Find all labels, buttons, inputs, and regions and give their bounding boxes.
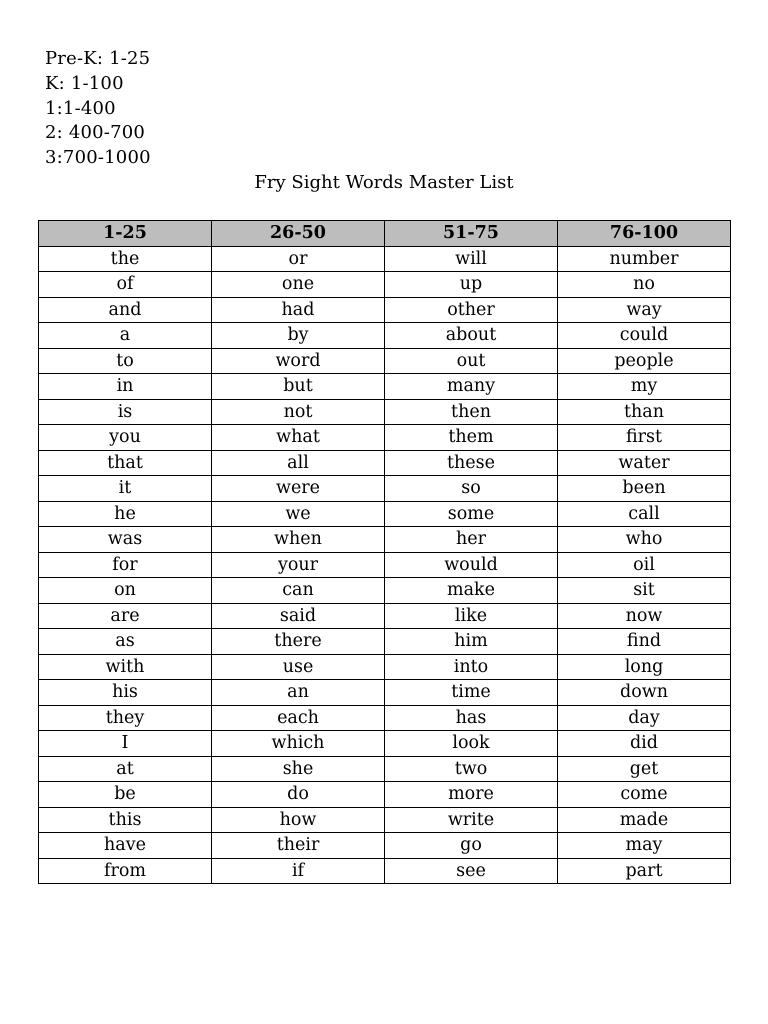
word-cell: my	[558, 374, 731, 400]
table-row	[39, 756, 731, 782]
word-cell: their	[212, 833, 385, 859]
word-cell: and	[39, 297, 212, 323]
word-cell: she	[212, 756, 385, 782]
table-row	[39, 680, 731, 706]
word-cell: word	[212, 348, 385, 374]
word-cell: what	[212, 425, 385, 451]
grade-level-line: 1:1-400	[45, 97, 116, 119]
word-cell: been	[558, 476, 731, 502]
word-cell: make	[385, 578, 558, 604]
table-row	[39, 272, 731, 298]
word-cell: has	[385, 705, 558, 731]
word-cell: call	[558, 501, 731, 527]
table-row	[39, 654, 731, 680]
word-cell: for	[39, 552, 212, 578]
word-cell: are	[39, 603, 212, 629]
word-cell: how	[212, 807, 385, 833]
word-cell: or	[212, 246, 385, 272]
grade-level-line: K: 1-100	[45, 72, 124, 94]
table-row	[39, 323, 731, 349]
word-cell: will	[385, 246, 558, 272]
table-row	[39, 858, 731, 884]
table-row	[39, 348, 731, 374]
word-cell: not	[212, 399, 385, 425]
word-cell: said	[212, 603, 385, 629]
column-header: 51-75	[385, 221, 558, 247]
word-cell: we	[212, 501, 385, 527]
table-row	[39, 833, 731, 859]
word-cell: that	[39, 450, 212, 476]
word-cell: who	[558, 527, 731, 553]
table-row	[39, 374, 731, 400]
word-cell: have	[39, 833, 212, 859]
word-cell: in	[39, 374, 212, 400]
word-cell: her	[385, 527, 558, 553]
column-header: 1-25	[39, 221, 212, 247]
sight-words-table	[38, 220, 731, 884]
grade-level-line: Pre-K: 1-25	[45, 48, 151, 69]
word-cell: there	[212, 629, 385, 655]
word-cell: look	[385, 731, 558, 757]
word-cell: could	[558, 323, 731, 349]
word-cell: the	[39, 246, 212, 272]
word-cell: him	[385, 629, 558, 655]
word-cell: your	[212, 552, 385, 578]
word-cell: other	[385, 297, 558, 323]
column-header: 76-100	[558, 221, 731, 247]
word-cell: oil	[558, 552, 731, 578]
grade-level-line: 3:700-1000	[45, 147, 151, 169]
word-cell: made	[558, 807, 731, 833]
word-cell: his	[39, 680, 212, 706]
word-cell: then	[385, 399, 558, 425]
word-cell: one	[212, 272, 385, 298]
word-cell: water	[558, 450, 731, 476]
table-row	[39, 399, 731, 425]
word-cell: into	[385, 654, 558, 680]
table-row	[39, 527, 731, 553]
word-cell: go	[385, 833, 558, 859]
table-row	[39, 246, 731, 272]
word-cell: was	[39, 527, 212, 553]
word-cell: he	[39, 501, 212, 527]
word-cell: may	[558, 833, 731, 859]
word-cell: see	[385, 858, 558, 884]
word-cell: did	[558, 731, 731, 757]
word-cell: I	[39, 731, 212, 757]
word-cell: had	[212, 297, 385, 323]
word-cell: no	[558, 272, 731, 298]
word-cell: to	[39, 348, 212, 374]
table-row	[39, 501, 731, 527]
word-cell: you	[39, 425, 212, 451]
word-cell: out	[385, 348, 558, 374]
word-cell: use	[212, 654, 385, 680]
word-cell: number	[558, 246, 731, 272]
word-cell: a	[39, 323, 212, 349]
word-cell: these	[385, 450, 558, 476]
word-cell: so	[385, 476, 558, 502]
word-cell: first	[558, 425, 731, 451]
word-cell: do	[212, 782, 385, 808]
word-cell: would	[385, 552, 558, 578]
word-cell: way	[558, 297, 731, 323]
word-cell: now	[558, 603, 731, 629]
column-header: 26-50	[212, 221, 385, 247]
word-cell: as	[39, 629, 212, 655]
word-cell: which	[212, 731, 385, 757]
word-cell: them	[385, 425, 558, 451]
word-cell: up	[385, 272, 558, 298]
word-cell: from	[39, 858, 212, 884]
table-header	[39, 221, 731, 247]
word-cell: with	[39, 654, 212, 680]
word-cell: many	[385, 374, 558, 400]
word-cell: at	[39, 756, 212, 782]
word-cell: if	[212, 858, 385, 884]
table-row	[39, 450, 731, 476]
word-cell: like	[385, 603, 558, 629]
word-cell: all	[212, 450, 385, 476]
word-cell: an	[212, 680, 385, 706]
word-cell: than	[558, 399, 731, 425]
word-cell: find	[558, 629, 731, 655]
word-cell: get	[558, 756, 731, 782]
word-cell: is	[39, 399, 212, 425]
word-cell: two	[385, 756, 558, 782]
word-cell: be	[39, 782, 212, 808]
page-title: Fry Sight Words Master List	[254, 172, 514, 193]
word-cell: they	[39, 705, 212, 731]
word-cell: some	[385, 501, 558, 527]
grade-level-line: 2: 400-700	[45, 122, 146, 144]
word-cell: each	[212, 705, 385, 731]
word-cell: day	[558, 705, 731, 731]
grade-level-ranges	[45, 47, 151, 171]
table-row	[39, 297, 731, 323]
header-row	[39, 221, 731, 247]
word-cell: time	[385, 680, 558, 706]
word-cell: more	[385, 782, 558, 808]
word-cell: were	[212, 476, 385, 502]
word-cell: by	[212, 323, 385, 349]
word-cell: about	[385, 323, 558, 349]
word-cell: it	[39, 476, 212, 502]
word-cell: down	[558, 680, 731, 706]
table-row	[39, 807, 731, 833]
word-cell: on	[39, 578, 212, 604]
table-row	[39, 705, 731, 731]
table-row	[39, 629, 731, 655]
table-row	[39, 425, 731, 451]
table-row	[39, 603, 731, 629]
word-cell: but	[212, 374, 385, 400]
word-cell: sit	[558, 578, 731, 604]
word-cell: can	[212, 578, 385, 604]
table-row	[39, 578, 731, 604]
word-cell: people	[558, 348, 731, 374]
word-cell: this	[39, 807, 212, 833]
word-cell: of	[39, 272, 212, 298]
table-body	[39, 246, 731, 884]
word-cell: part	[558, 858, 731, 884]
table-row	[39, 782, 731, 808]
word-cell: when	[212, 527, 385, 553]
table-row	[39, 476, 731, 502]
word-cell: long	[558, 654, 731, 680]
table-row	[39, 731, 731, 757]
word-cell: come	[558, 782, 731, 808]
table-row	[39, 552, 731, 578]
word-cell: write	[385, 807, 558, 833]
